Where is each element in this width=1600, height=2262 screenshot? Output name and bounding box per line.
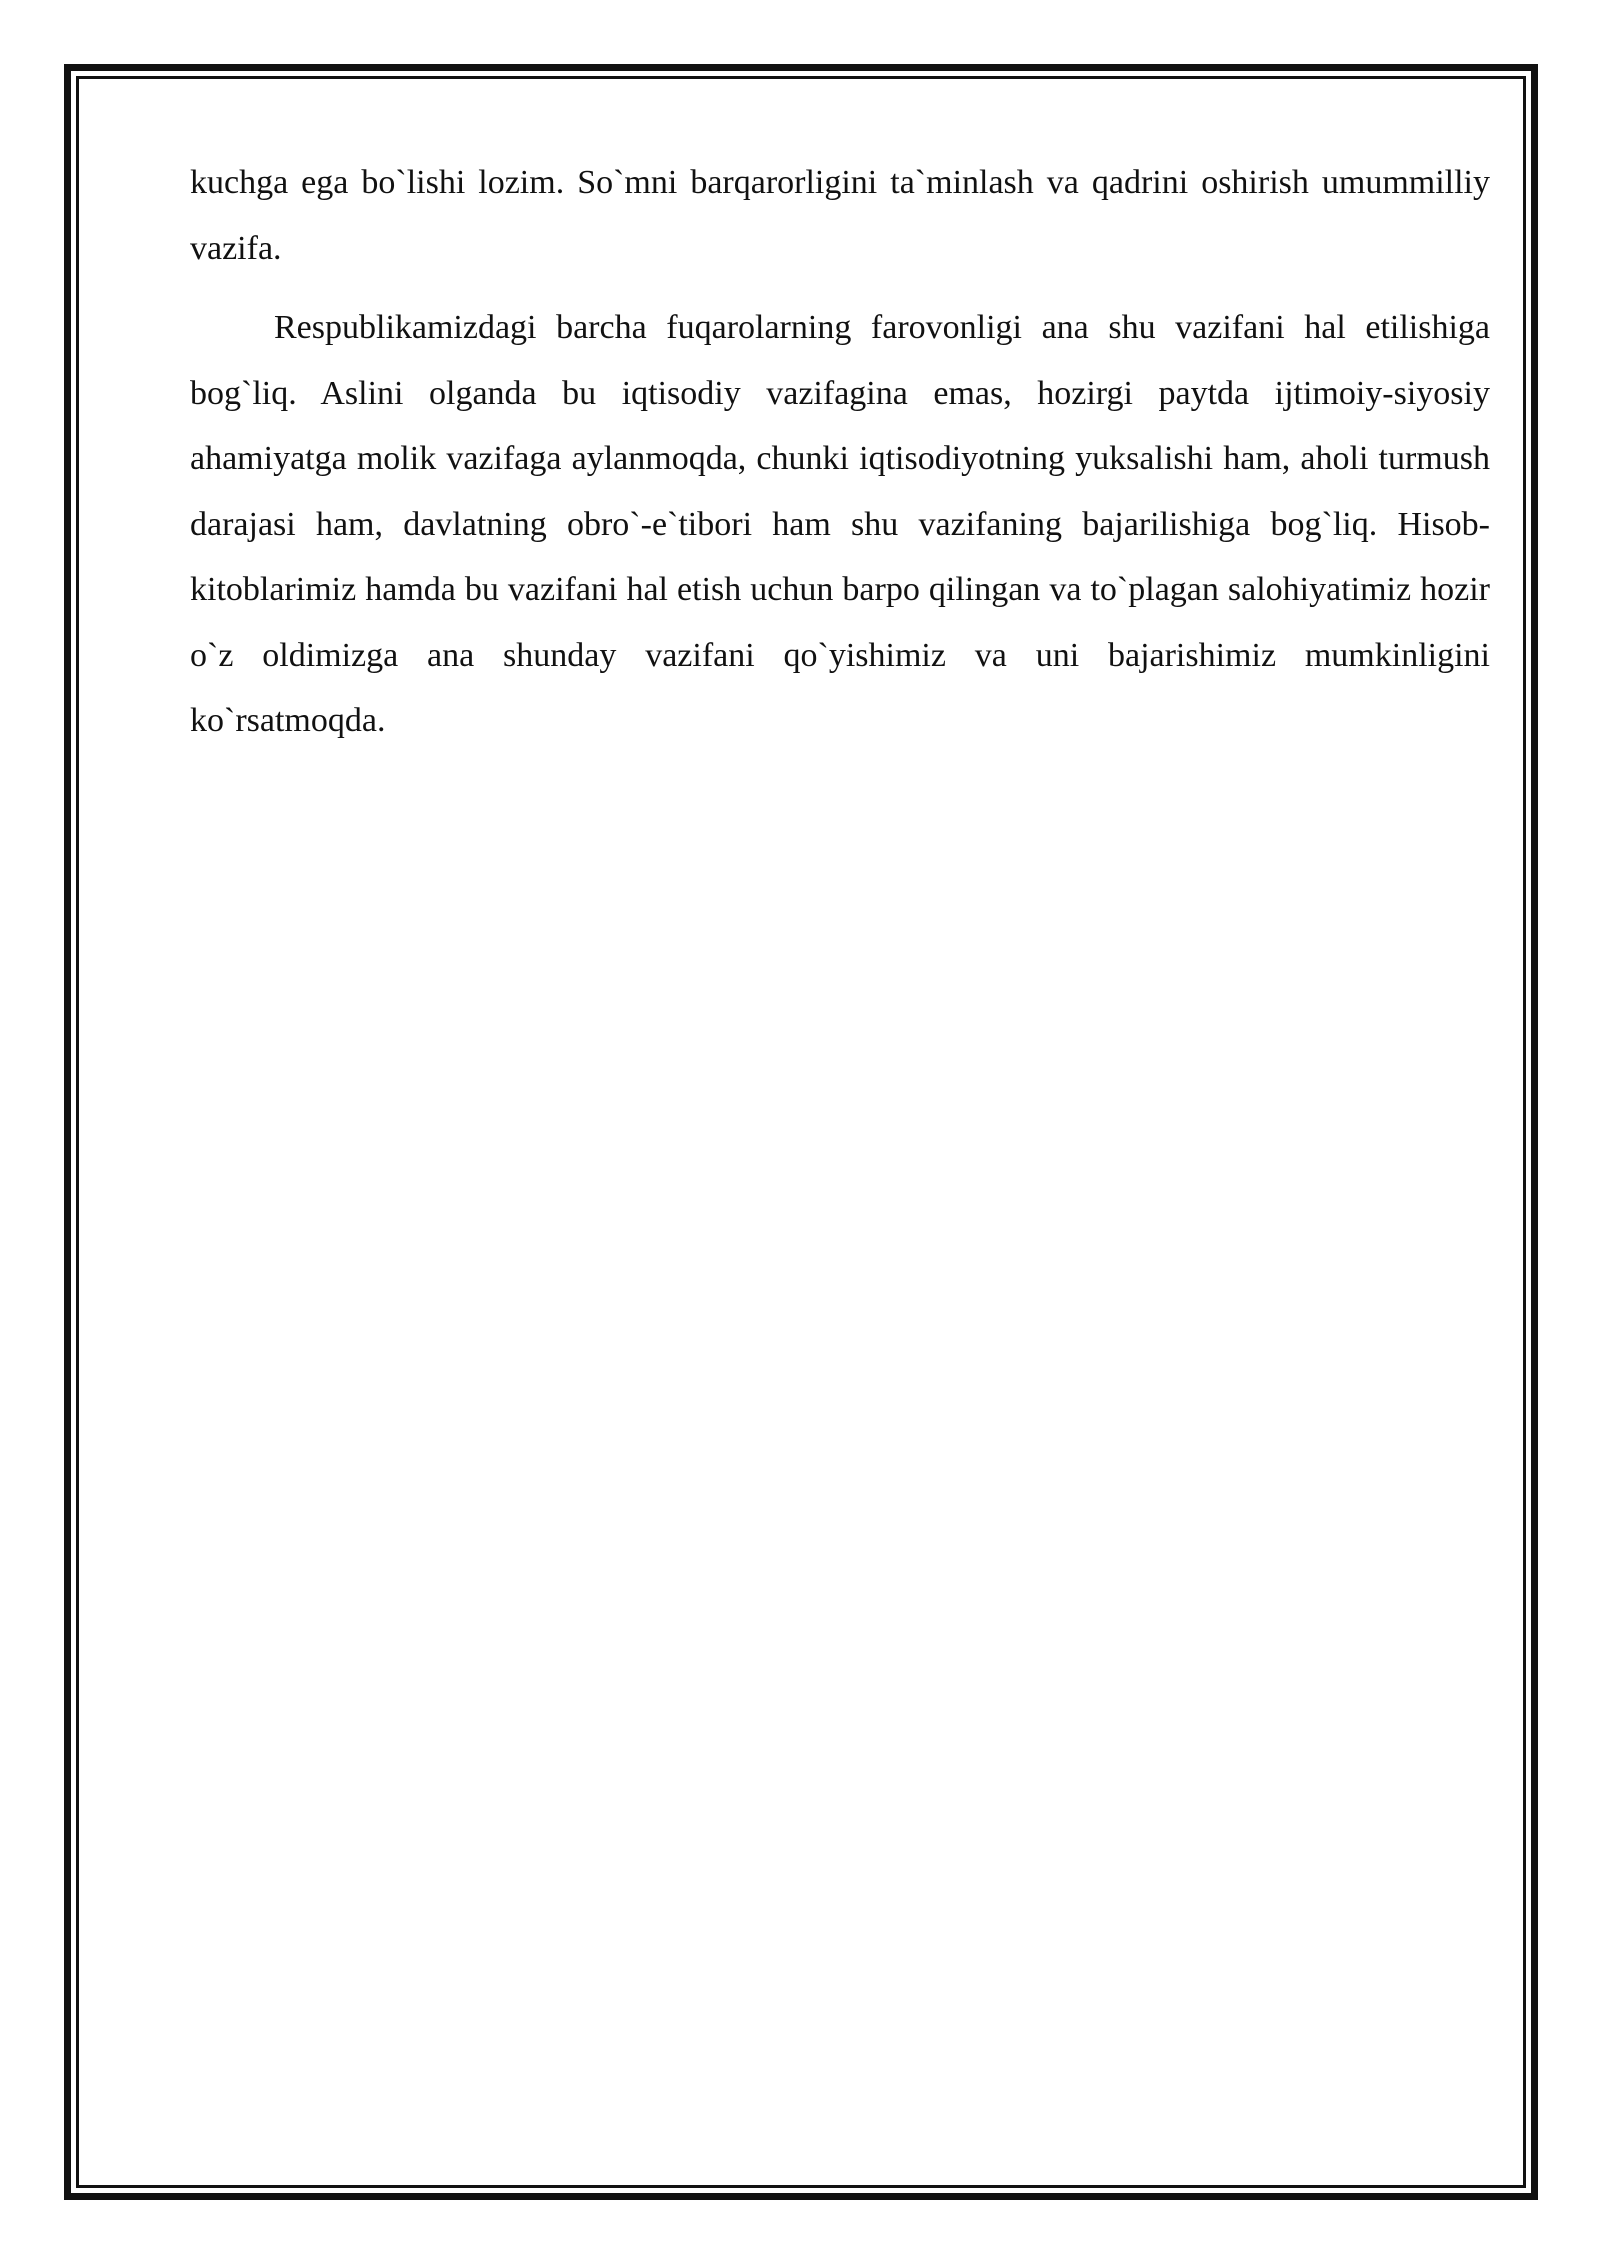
document-body [190, 150, 1490, 754]
paragraph-2: Respublikamizdagi barcha fuqarolarning farovonligi ana shu vazifani hal etilishiga bog`liq. Aslini olganda bu iqtisodiy vazifagina emas, hozirgi paytda ijtimoiy-siyosiy ahamiyatga molik vazifaga aylanmoqda, chunki iqtisodiyotning yuksalishi ham, aholi turmush darajasi ham, davlatning obro`-e`tibori ham shu vazifaning bajarilishiga bog`liq. Hisob-kitoblarimiz hamda bu vazifani hal etish uchun barpo qilingan va to`plagan salohiyatimiz hozir o`z oldimizga ana shunday vazifani qo`yishimiz va uni bajarishimiz mumkinligini ko`rsatmoqda. [190, 309, 1490, 739]
paragraph-1: kuchga ega bo`lishi lozim. So`mni barqarorligini ta`minlash va qadrini oshirish umummilliy vazifa. [190, 164, 1490, 267]
